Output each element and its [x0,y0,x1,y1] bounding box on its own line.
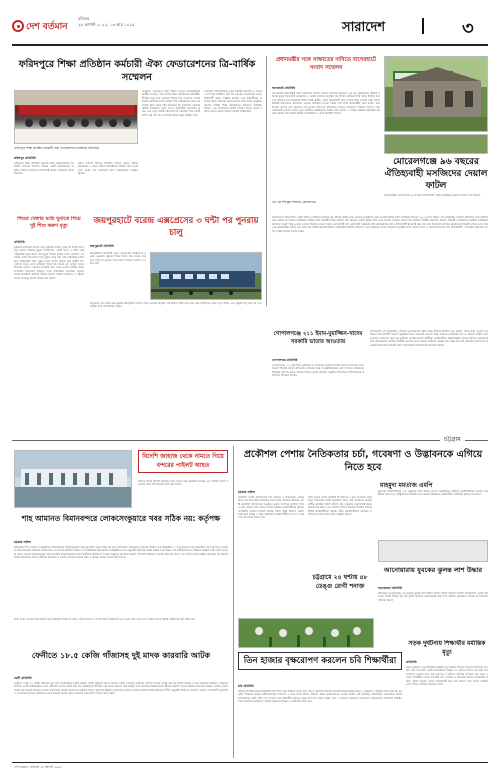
faridpur-body-3: অনুষ্ঠানে অন্যান্যের মধ্যে বক্তব্য রাখেন ফেডারেশনের কেন্দ্রীয় নেতৃবৃন্দ তারা বলেন শিক্ষা প্রতিষ্ঠানের কর্মচারীরা দীর্ঘদিন ধরে নানা বৈষম্যের শিকার হয়ে আসছেন তাদের চাকরি জাতীয়করণসহ বিভিন্ন দাবি বাস্তবায়নের জন্য সরকারের প্রতি জোর দাবি জানানো হয় সম্মেলনে জেলার বিভিন্ন উপজেলা থেকে আগত কর্মচারীরা অংশগ্রহণ করেন এবং নতুন কমিটি গঠন করা হয় সম্মেলন শেষে একটি র‍্যালি বের করা হয় যা শহরের প্রধান সড়ক প্রদক্ষিণ করে [142,90,200,117]
paper-name: দেশ বর্তমান [26,21,68,32]
mosque-body-wide: মোরেলগঞ্জ উপজেলার একটি প্রাচীন মসজিদের দেয়ালে বড় ধরনের ফাটল দেখা দেওয়ায় মুসল্লিদের মধ্যে আতঙ্ক বিরাজ করছে স্থানীয়রা জানান ১৯২৬ সালে নির্মিত এই মসজিদটি এলাকার ঐতিহ্যের অংশ দীর্ঘদিন ধরে সংস্কার না হওয়ায় মসজিদের বিভিন্ন অংশ জরাজীর্ণ হয়ে পড়েছে বর্ষা মৌসুমে দেয়াল চুঁইয়ে পানি পড়ে নামাজ আদায়ে সমস্যা হয় মসজিদ কমিটির সভাপতি জানান বিষয়টি একাধিকবার সংশ্লিষ্ট কর্তৃপক্ষকে জানানো হয়েছে কিন্তু এখনো কোনো উদ্যোগ নেওয়া হয়নি এলাকাবাসী দ্রুত মসজিদটি সংস্কারের দাবি জানিয়েছেন যাতে ঐতিহ্যবাহী স্থাপনাটি রক্ষা করা যায় উপজেলা প্রশাসন জানিয়েছে বিষয়টি খতিয়ে দেখা হবে এবং প্রয়োজনীয় ব্যবস্থা গ্রহণ করা হবে স্থানীয় জনপ্রতিনিধিরা মসজিদটি পরিদর্শন করেছেন এবং সংস্কারের আশ্বাস দিয়েছেন মুসল্লিরা আশা করছেন দ্রুত এ সমস্যার সমাধান হবে ঐতিহ্যবাহী এ মসজিদে প্রতিদিন শত শত মুসল্লি নামাজ আদায় করেন [272,216,488,233]
press-byline: বাগেরহাট প্রতিনিধি [272,86,296,90]
footer-text: দেশ বর্তমান । রবিবার ২৮ আগস্ট ২০২২ [14,765,62,769]
sugar-headline: শিশুর খেলার মধ্যে ঘুমাতে গিয়ে দুই শিশু করুণ মৃত্যু [17,216,81,229]
foreign-headline: বিদেশি জাহাজ থেকে নামতে গিয়ে বন্দরের পাইলট আহত [138,450,228,473]
masthead-rule [12,44,488,46]
column-divider-bottom-1 [233,446,234,758]
engineering-byline-big: মাহমুদা মমতাজ এমপি [380,482,433,489]
tree-headline: তিন হাজার বৃক্ষরোপণ করলেন চবি শিক্ষার্থীরা [238,652,402,670]
ganja-body: ফেনীতে সাড়ে ১৮ কেজি গাঁজাসহ দুই মাদক কারবারিকে আটক করেছে পুলিশ শুক্রবার রাতে জেলার একটি এলাকায় অভিযান চালিয়ে তাদের আটক করা হয় পুলিশ জানায় গোপন সংবাদের ভিত্তিতে অভিযান চালিয়ে একটি প্রাইভেটকার থেকে গাঁজাসহ তাদের আটক করা হয় আটককৃতরা দীর্ঘদিন ধরে মাদক ব্যবসার সঙ্গে জড়িত বলে প্রাথমিক জিজ্ঞাসাবাদে স্বীকার করেছে তাদের বিরুদ্ধে মাদকদ্রব্য নিয়ন্ত্রণ আইনে মামলা দায়ের করা হয়েছে শনিবার তাদের আদালতের মাধ্যমে কারাগারে পাঠানো হয়েছে পুলিশের ঊর্ধ্বতন কর্মকর্তারা জানান মাদকের বিরুদ্ধে জিরো টলারেন্স নীতি অনুযায়ী অভিযান অব্যাহত থাকবে এলাকাবাসী পুলিশের এ তৎপরতার প্রশংসা করেছেন এবং মাদকমুক্ত সমাজ গড়তে সকলের সহযোগিতা কামনা করা হয়েছে [14,682,228,696]
train-image [151,253,262,300]
accident-body: সড়ক দুর্ঘটনায় এক শিক্ষার্থীর মর্মান্তিক মৃত্যু হয়েছে শনিবার সকালে বিদ্যালয়ে যাওয়ার পথে দ্রুতগামী একটি যানবাহনের ধাক্কায় সে গুরুতর আহত হয় পরে হাসপাতালে নেওয়ার পথে তার মৃত্যু হয় এ ঘটনায় এলাকায় শোকের ছায়া নেমে এসেছে সহপাঠীরা ঘাতক চালকের দ্রুত গ্রেপ্তার ও বিচারের দাবিতে মানববন্ধন করেছে পুলিশ জানায় ঘাতক যানবাহনটি জব্দ করা হয়েছে তবে চালক পালিয়ে গেছে তাকে গ্রেপ্তারে অভিযান চলছে [406,666,488,687]
audience-image [15,91,138,144]
press-body: বাগেরহাটে প্রধানমন্ত্রীর সঙ্গে সাক্ষাতের দাবিতে সংবাদ সম্মেলন করেছেন এক বৃদ্ধ মুক্তিযোদ্ধা পরিবার শনিবার দুপুরে বাগেরহাট প্রেসক্লাবে এ সংবাদ সম্মেলন অনুষ্ঠিত হয় লিখিত বক্তব্যে তিনি বলেন দীর্ঘদিন ধরে তার পরিবার নানা হয়রানির শিকার হচ্ছে স্থানীয় একটি প্রভাবশালী মহল তাদের জমি দখলের চেষ্টা করছে বিষয়টি প্রশাসনকে জানালেও কোনো প্রতিকার পাওয়া যায়নি তাই তিনি প্রধানমন্ত্রীর সঙ্গে সাক্ষাৎ করে নিজের দুঃখের কথা জানাতে চান সংবাদ সম্মেলনে পরিবারের অন্যান্য সদস্যরাও উপস্থিত ছিলেন তারা ন্যায়বিচার প্রত্যাশা করেন এবং দোষীদের দৃষ্টান্তমূলক শাস্তির দাবি জানান এ বিষয়ে সংশ্লিষ্ট কর্তৃপক্ষের হস্তক্ষেপ কামনা করা হয়েছে স্থানীয় সাংবাদিকরা এ সময় উপস্থিত ছিলেন [272,92,380,116]
tree-body: চট্টগ্রাম বিশ্ববিদ্যালয়ের শিক্ষার্থীরা ক্যাম্পাসে তিন হাজার গাছের চারা রোপণ করেছেন শনিবার বিশ্ববিদ্যালয়ের বিভিন্ন স্থানে এ বৃক্ষরোপণ কর্মসূচি পালন করা হয় কর্মসূচির উদ্বোধন করেন বিশ্ববিদ্যালয়ের উপাচার্য এ সময় তিনি বলেন পরিবেশ রক্ষায় বৃক্ষরোপণের কোনো বিকল্প নেই জলবায়ু পরিবর্তনের নেতিবাচক প্রভাব মোকাবিলায় বেশি বেশি গাছ লাগাতে হবে শিক্ষার্থীরা জানান সবুজ ক্যাম্পাস গড়ার লক্ষ্যে তারা এ উদ্যোগ নিয়েছেন রোপণকৃত চারাগুলোর পরিচর্যার দায়িত্বও তারা নিয়েছেন কর্মসূচিতে বিভিন্ন বিভাগের শিক্ষক ও কর্মকর্তারা অংশ নেন [238,690,402,704]
airport-byline: চট্টগ্রাম অফিস [14,540,31,544]
train-photo [150,252,262,300]
section-title: সারাদেশ [342,20,386,35]
masthead [12,12,488,42]
anowara-byline: আনোয়ারা প্রতিনিধি [378,586,403,590]
faridpur-body-4: সম্মেলনে সর্বসম্মতিক্রমে নতুন কমিটির সভাপতি ও সাধারণ সম্পাদক নির্বাচিত করা হয় নেতৃবৃন্দ সংগঠনকে আরও শক্তিশালী করার আহ্বান জানান এবং কর্মচারীদের অধিকার রক্ষায় ঐক্যবদ্ধ থাকার প্রত্যয় ব্যক্ত করেন অনুষ্ঠানে জেলার বিভিন্ন শিক্ষা প্রতিষ্ঠানের প্রধানগণ উপস্থিত ছিলেন এবং সম্মেলনের সার্বিক সাফল্য কামনা করেন বক্তারা আরও বলেন বর্তমান সরকার শিক্ষাবান্ধব [204,90,262,114]
gopalganj-headline: গোপালগঞ্জে ২১১ ইমাম-মুয়াজ্জিন-খাদেম সরকারি ভাতার আওতায় [273,331,363,345]
anowara-headline: আনোয়ারায় যুবকের ঝুলন্ত লাশ উদ্ধার [383,566,483,574]
train-byline: জয়পুরহাট প্রতিনিধি [90,244,114,248]
tree-planting-image [239,619,374,648]
chattogram-byline: চট্টগ্রাম অফিস [238,490,255,494]
logo-icon [12,20,24,32]
page-number: ৩ [462,18,474,39]
mosque-image [385,57,488,132]
train-body-2: রেলওয়ে সূত্রে জানা যায় ট্রেনটি জয়পুরহাট স্টেশন ছেড়ে যাওয়ার কিছুক্ষণ পর ইঞ্জিনে ত্রুটি দেখা দেয় পরে পার্বতীপুর থেকে নতুন ইঞ্জিন এনে ট্রেনটি চালু করা হয় এতে যাত্রীরা চরম ভোগান্তিতে পড়েন [90,302,262,309]
airport-photo [14,450,132,508]
column-divider-top [266,56,267,306]
press-headline: প্রধানমন্ত্রীর সঙ্গে সাক্ষাতের দাবিতে বাগেরহাটে সংবাদ সম্মেলন [276,57,376,71]
sugar-byline: প্রতিনিধি [14,240,25,244]
dengue-headline: চট্টগ্রামে ২৪ ঘণ্টায় ৪৮ ডেঙ্গু রোগী শনাক্ত [312,574,368,590]
mosque-byline: এস এম শফিকুল ইসলাম, মোরেলগঞ্জ [272,200,316,204]
gopalganj-byline: গোপালগঞ্জ প্রতিনিধি [272,358,298,362]
accident-byline: প্রতিনিধি [406,660,417,664]
anowara-body: চট্টগ্রামের আনোয়ারায় এক যুবকের ঝুলন্ত লাশ উদ্ধার করেছে পুলিশ শনিবার সকালে উপজেলার একটি গ্রাম থেকে লাশটি উদ্ধার করা হয় পুলিশ জানায় ময়নাতদন্তের জন্য লাশ চট্টগ্রাম মেডিকেল কলেজ হাসপাতালে পাঠানো হয়েছে [378,592,488,602]
paper-logo [12,14,68,38]
footer-rule [12,762,488,763]
mosque-photo [384,56,488,132]
ganja-headline: ফেনীতে ১৮.৫ কেজি গাঁজাসহ দুই মাদক কারবারি আটক [31,651,211,660]
train-headline: জয়পুরহাটে বরেন্দ্র এক্সপ্রেসের ৩ ঘন্টা পর পুনরায় চালু [93,216,259,238]
tree-photo [238,618,374,648]
engineering-photo [378,540,488,562]
gopalganj-body: গোপালগঞ্জে ২১১ জন ইমাম মুয়াজ্জিন ও খাদেমকে সরকারি সম্মানী ভাতার আওতায় আনা হয়েছে শনিবার জেলা প্রশাসকের সম্মেলন কক্ষে আনুষ্ঠানিকভাবে ভাতা বিতরণ কার্যক্রমের উদ্বোধন করা হয় প্রধান অতিথি ছিলেন জেলা প্রশাসক অনুষ্ঠানে ইসলামিক ফাউন্ডেশনের কর্মকর্তারা উপস্থিত ছিলেন [272,364,364,378]
masthead-date: রবিবার ২৮ আগস্ট ২০২২, ১৩ ভাদ্র ১৪২৯ [78,16,135,27]
press-body-2 [384,134,488,154]
chattogram-section-label: চট্টগ্রাম [440,434,465,445]
faridpur-byline: ফরিদপুর প্রতিনিধি [14,156,36,160]
engineering-headline: প্রকৌশল পেশায় নৈতিকতার চর্চা, গবেষণা ও উদ্ভাবনকে এগিয়ে নিতে হবে [243,449,483,473]
train-body-1: জয়পুরহাটে চিলাহাটি থেকে খুলনাগামী আন্তঃনগর বরেন্দ্র এক্সপ্রেস ট্রেনের ইঞ্জিন বিকল হয়ে পড়ায় প্রায় তিন ঘণ্টা পর পুনরায় চালু হয়েছে শনিবার সকালে এ ঘটনা ঘটে [90,252,146,266]
faridpur-photo [14,90,138,144]
airport-headline: শাহ আমানত বিমানবন্দরে লোকসেংকুয়ারে খবর সঠিক নয়: কর্তৃপক্ষ [21,514,221,523]
foreign-body: চট্টগ্রাম বন্দরে বিদেশি জাহাজ থেকে নামার সময় দুর্ঘটনায় বন্দরের এক পাইলট আহত হয়েছেন তাকে হাসপাতালে ভর্তি করা হয়েছে [138,480,228,487]
engineering-body-3: চট্টগ্রামে প্রকৌশলীদের এক অনুষ্ঠানে তিনি বলেন দেশের অবকাঠামো উন্নয়নে প্রকৌশলীদের অবদান অনস্বীকার্য পদ্মা সেতু মেট্রোরেলসহ বিভিন্ন মেগা প্রকল্প বাস্তবায়নে প্রকৌশলীরা গুরুত্বপূর্ণ ভূমিকা রেখেছেন [378,490,488,497]
airport-body-2: তিনি আরও জানান বিমানবন্দরে নতুন টার্মিনাল নির্মাণের কাজ এগিয়ে চলছে যা সম্পন্ন হলে যাত্রীসেবার মান আরও বৃদ্ধি পাবে এবং অধিক সংখ্যক ফ্লাইট পরিচালনা করা সম্ভব হবে [14,618,195,621]
mosque-body-col2: ঐতিহ্যবাহী এই মসজিদটি এলাকার মুসলমানদের ধর্মীয় কেন্দ্র হিসেবে দীর্ঘদিন ধরে ভূমিকা পালন করে আসছে মসজিদের স্থাপত্যশৈলী দেখতে দূরদূরান্ত থেকে অনেকেই আসেন কিন্তু বর্তমানে মসজিদের ছাদ ও দেয়ালে ফাটল দেখা দেওয়ায় যেকোনো সময় বড় দুর্ঘটনার আশঙ্কা রয়েছে স্থানীয়রা মসজিদটিকে প্রত্নতাত্ত্বিক স্থাপনা হিসেবে সংরক্ষণের দাবি জানিয়েছেন মসজিদ কমিটির নেতারা বলেন নিজস্ব অর্থায়নে সংস্কার করা সম্ভব নয় তাই সরকারি সহযোগিতা প্রয়োজন ইতোমধ্যে বিষয়টি জেলা প্রশাসককে লিখিতভাবে জানানো হয়েছে [370,330,488,347]
mosque-headline: মোরেলগঞ্জে ৯৬ বছরের ঐতিহ্যবাহী মসজিদের দেয়াল ফাটল [384,157,488,191]
faridpur-body-2: প্রধান অতিথি হিসেবে উপস্থিত ছিলেন জেলা পরিষদ চেয়ারম্যান এ সময় বক্তারা কর্মচারীদের বিভিন্ন দাবি দাওয়া তুলে ধরেন এবং সরকারের কাছে বাস্তবায়নের আহ্বান জানান [78,162,138,176]
engineering-body-2: তিনি আরও বলেন প্রযুক্তির উৎকর্ষতার এ যুগে আমাদের নতুন নতুন উদ্ভাবনের দিকে মনোযোগ দিতে হবে গবেষণার মাধ্যমে দেশীয় প্রযুক্তির বিকাশ ঘটাতে হবে অনুষ্ঠানে সভাপতিত্ব করেন প্রতিষ্ঠানের প্রধান এতে বিশেষ অতিথি হিসেবে উপস্থিত ছিলেন বিশিষ্ট প্রকৌশলীবৃন্দ বক্তারা নবীন প্রকৌশলীদের দেশপ্রেম ও নৈতিকতা নিয়ে কাজ করার আহ্বান জানান [308,496,372,517]
ganja-byline: ফেনী প্রতিনিধি [14,676,32,680]
faridpur-headline: ফরিদপুরে শিক্ষা প্রতিষ্ঠান কর্মচারী ঐক্য ফেডারেশনের ত্রি-বার্ষিক সম্মেলন [18,59,256,83]
tree-byline: চবি প্রতিনিধি [238,684,254,688]
airport-image [15,451,132,508]
section-divider [422,18,424,34]
airport-body: চট্টগ্রামের শাহ আমানত আন্তর্জাতিক বিমানবন্দরে লোকসেংকুয়ার নিয়ে প্রকাশিত খবর সঠিক নয় বলে জানিয়েছে বিমানবন্দর কর্তৃপক্ষ শনিবার এক বিজ্ঞপ্তিতে এ তথ্য জানানো হয় বিজ্ঞপ্তিতে বলা হয় কিছু গণমাধ্যমে বিমানবন্দরের নিরাপত্তা ব্যবস্থা নিয়ে যে সংবাদ প্রকাশিত হয়েছে তা বিভ্রান্তিকর বিমানবন্দরে আন্তর্জাতিক মান অনুযায়ী নিরাপত্তা ব্যবস্থা বজায় রাখা হচ্ছে এবং যাত্রীসেবার মান উন্নয়নে নিরন্তর কাজ চলছে কর্তৃপক্ষ আরও জানায় বিমানবন্দরের সকল কার্যক্রম স্বাভাবিকভাবে চলছে যাত্রীদের বিভ্রান্ত না হওয়ার অনুরোধ জানানো হয়েছে পাশাপাশি ভবিষ্যতে সংবাদ প্রকাশের আগে তথ্য যাচাই করার আহ্বান জানানো হয় বিমানবন্দরের পরিচালক বলেন যাত্রীদের নিরাপত্তা ও সেবাই আমাদের প্রধান লক্ষ্য এ বিষয়ে কোনো আপস করা হবে না [14,546,228,560]
engineering-body-1: প্রকৌশল পেশায় নৈতিকতার চর্চা গবেষণা ও উদ্ভাবনকে এগিয়ে নিতে হবে বলে মন্তব্য করেছেন সংসদ সদস্য শনিবার চট্টগ্রামে একটি প্রকৌশল প্রতিষ্ঠানের অনুষ্ঠানে প্রধান অতিথির বক্তব্যে তিনি এ কথা বলেন তিনি বলেন দেশের উন্নয়নে প্রকৌশলীদের ভূমিকা অপরিসীম বর্তমান সরকার দেশকে উন্নত রাষ্ট্রে পরিণত করতে কাজ করে যাচ্ছে এ লক্ষ্য বাস্তবায়নে প্রকৌশলীদের সততা ও দক্ষতার সঙ্গে কাজ করতে হবে [238,496,304,520]
faridpur-body-1: ফরিদপুরে শিক্ষা প্রতিষ্ঠান কর্মচারী ঐক্য ফেডারেশনের ত্রি-বার্ষিক সম্মেলন শনিবার শহরের একটি মিলনায়তনে অনুষ্ঠিত হয়েছে সম্মেলনে সভাপতিত্ব করেন সংগঠনের জেলা সভাপতি [14,162,74,176]
sugar-body: কুমিল্লার চান্দিনায় খেলার সময় পুকুরের পানিতে ডুবে দুই শিশুর করুণ মৃত্যু হয়েছে শনিবার দুপুরে উপজেলার একটি গ্রামে এ ঘটনা ঘটে পারিবারিক সূত্রে জানা যায় দুপুরে শিশুরা বাড়ির পাশে খেলছিল এক পর্যায়ে সবার অগোচরে তারা পুকুরে পড়ে যায় পরে পরিবারের লোকজন খোঁজাখুঁজি করে পুকুর থেকে তাদের উদ্ধার করে স্থানীয় হাসপাতালে নিয়ে গেলে কর্তব্যরত চিকিৎসক তাদের মৃত ঘোষণা করেন শিশুদের মৃত্যুতে এলাকায় শোকের ছায়া নেমে এসেছে স্থানীয় জনপ্রতিনিধিরা নিহতদের বাড়িতে গিয়ে পরিবারকে সমবেদনা জানান থানার ভারপ্রাপ্ত কর্মকর্তা ঘটনার সত্যতা নিশ্চিত করেছেন এ ঘটনায় থানায় অপমৃত্যু মামলা দায়ের করা হয়েছে [14,246,84,280]
faridpur-caption: ফরিদপুরে শিক্ষা প্রতিষ্ঠান কর্মচারী ঐক্য ফেডারেশনের সম্মেলনে অতিথিরা [14,146,100,150]
accident-headline: সড়ক দুর্ঘটনায় শিক্ষার্থীর মর্মান্তিক মৃত্যু [408,640,486,656]
mosque-body: বাগেরহাটের মোরেলগঞ্জে ৯৬ বছরের ঐতিহ্যবাহী একটি মসজিদের দেয়ালে ফাটল দেখা দিয়েছে [384,194,481,197]
section-rule [12,440,488,441]
